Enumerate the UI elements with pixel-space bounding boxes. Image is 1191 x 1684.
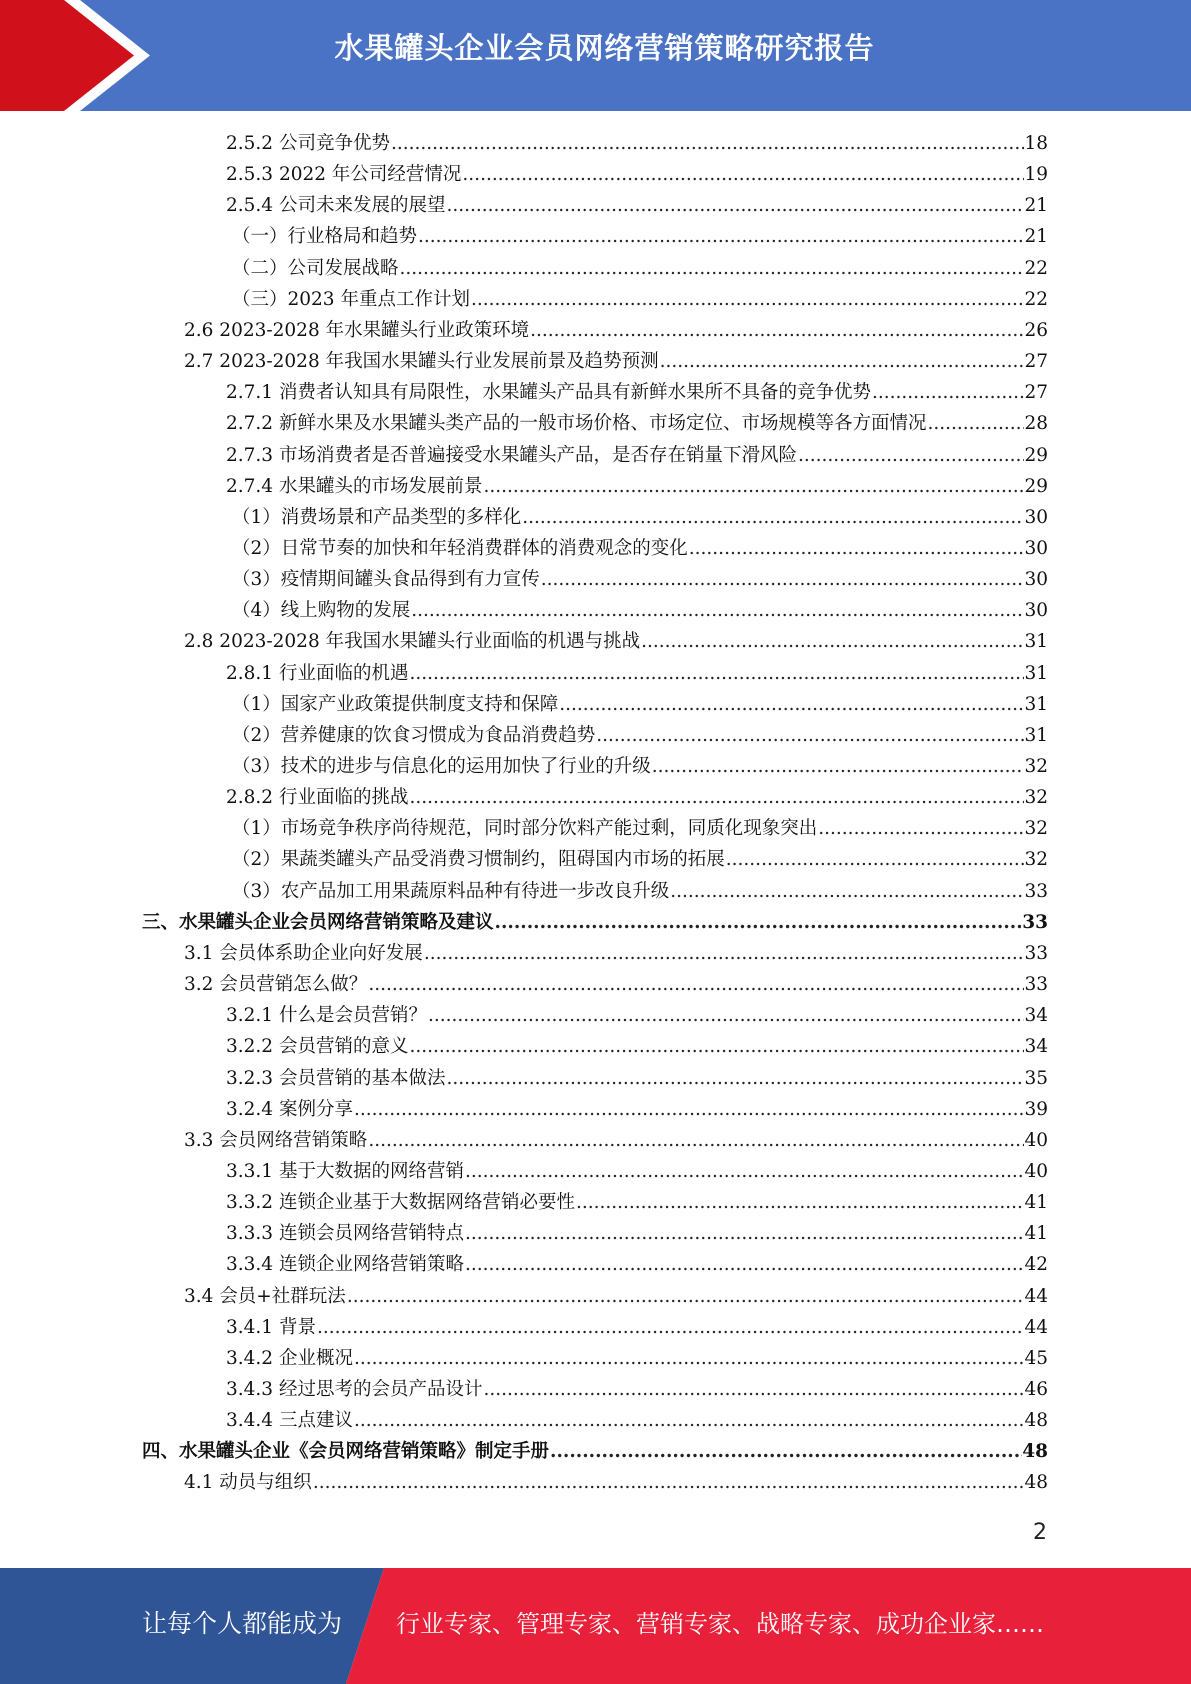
toc-entry-page: 46 [1024, 1379, 1048, 1400]
toc-entry-page: 41 [1024, 1223, 1048, 1245]
toc-entry-page: 21 [1024, 226, 1048, 248]
toc-entry[interactable] [226, 190, 1048, 221]
toc-dot-leader [353, 1343, 1025, 1374]
toc-dot-leader [659, 346, 1025, 377]
toc-entry-title: 3.2.4 案例分享 [226, 1098, 353, 1120]
toc-entry[interactable] [226, 377, 1048, 408]
toc-entry-title: （3）技术的进步与信息化的运用加快了行业的升级 [232, 756, 651, 777]
toc-entry-page: 32 [1024, 818, 1048, 840]
toc-entry-page: 44 [1024, 1316, 1048, 1338]
toc-entry-title: 2.6 2023-2028 年水果罐头行业政策环境 [184, 319, 530, 341]
toc-entry[interactable] [232, 221, 1048, 252]
toc-entry-page: 18 [1024, 133, 1048, 154]
toc-entry-page: 31 [1024, 693, 1048, 715]
toc-dot-leader [408, 782, 1024, 813]
toc-entry[interactable] [226, 1031, 1048, 1062]
toc-entry-page: 31 [1024, 724, 1048, 746]
toc-entry-title: 2.8 2023-2028 年我国水果罐头行业面临的机遇与挑战 [184, 631, 641, 653]
page-number: 2 [1033, 1520, 1047, 1545]
toc-dot-leader [595, 720, 1024, 751]
toc-entry[interactable] [226, 128, 1048, 159]
page-header [0, 0, 1191, 111]
toc-dot-leader [817, 813, 1024, 844]
toc-entry-title: 2.8.2 行业面临的挑战 [226, 787, 409, 809]
toc-entry-page: 33 [1024, 942, 1048, 964]
toc-entry[interactable] [184, 969, 1048, 1000]
toc-entry-title: 3.2 会员营销怎么做？ [184, 974, 368, 996]
toc-entry-title: 3.3.3 连锁会员网络营销特点 [226, 1223, 464, 1245]
toc-entry-title: （二）公司发展战略 [232, 257, 399, 279]
toc-entry-page: 21 [1024, 195, 1048, 217]
toc-entry-page: 26 [1024, 319, 1048, 341]
toc-entry-page: 41 [1024, 1192, 1048, 1214]
toc-entry-title: 3.2.1 什么是会员营销？ [226, 1005, 427, 1027]
toc-dot-leader [367, 1125, 1024, 1156]
toc-entry[interactable] [142, 907, 1048, 938]
toc-entry-page: 48 [1022, 1441, 1048, 1463]
toc-entry-page: 22 [1024, 288, 1048, 310]
toc-dot-leader [540, 564, 1025, 595]
toc-entry[interactable] [226, 471, 1048, 502]
toc-dot-leader [399, 253, 1025, 284]
toc-entry-title: 3.3 会员网络营销策略 [184, 1129, 368, 1151]
toc-entry-title: （1）市场竞争秩序尚待规范，同时部分饮料产能过剩，同质化现象突出 [232, 818, 818, 840]
toc-entry-page: 33 [1022, 911, 1048, 933]
toc-entry-title: （1）消费场景和产品类型的多样化 [232, 506, 522, 528]
toc-entry-page: 34 [1024, 1005, 1048, 1027]
toc-dot-leader [390, 128, 1024, 159]
toc-entry-page: 22 [1024, 257, 1048, 279]
toc-entry-page: 29 [1024, 444, 1048, 466]
toc-entry-title: 3.2.2 会员营销的意义 [226, 1036, 409, 1058]
toc-dot-leader [482, 1374, 1024, 1405]
page-footer [0, 1568, 1191, 1684]
toc-entry[interactable] [226, 1063, 1048, 1094]
toc-dot-leader [445, 190, 1024, 221]
toc-entry-page: 27 [1024, 382, 1048, 404]
toc-entry[interactable] [226, 159, 1048, 190]
toc-entry-title: 2.7.2 新鲜水果及水果罐头类产品的一般市场价格、市场定位、市场规模等各方面情况 [226, 413, 927, 435]
toc-entry-page: 30 [1024, 569, 1048, 591]
toc-dot-leader [669, 876, 1024, 907]
toc-entry-title: （1）国家产业政策提供制度支持和保障 [232, 693, 559, 715]
toc-entry-title: 3.3.4 连锁企业网络营销策略 [226, 1254, 464, 1276]
toc-dot-leader [464, 1156, 1024, 1187]
toc-entry-page: 31 [1024, 662, 1048, 684]
toc-entry-title: 2.7.4 水果罐头的市场发展前景 [226, 475, 483, 497]
toc-entry[interactable] [226, 1218, 1048, 1249]
toc-entry[interactable] [226, 1249, 1048, 1280]
toc-dot-leader [688, 533, 1025, 564]
toc-dot-leader [445, 1063, 1024, 1094]
toc-entry-title: 3.2.3 会员营销的基本做法 [226, 1067, 446, 1089]
toc-entry-title: 2.7.1 消费者认知具有局限性，水果罐头产品具有新鲜水果所不具备的竞争优势 [226, 382, 871, 404]
toc-entry-page: 45 [1024, 1347, 1048, 1369]
toc-entry[interactable] [232, 595, 1048, 626]
toc-entry-title: （3）疫情期间罐头食品得到有力宣传 [232, 569, 540, 591]
toc-entry[interactable] [232, 720, 1048, 751]
toc-entry-page: 28 [1024, 413, 1048, 435]
toc-entry-page: 44 [1024, 1285, 1048, 1307]
toc-entry-page: 33 [1024, 974, 1048, 996]
toc-dot-leader [464, 1249, 1024, 1280]
toc-entry[interactable] [226, 658, 1048, 689]
toc-dot-leader [353, 1094, 1025, 1125]
toc-entry[interactable] [184, 346, 1048, 377]
toc-entry-page: 39 [1024, 1098, 1048, 1120]
toc-entry-page: 19 [1024, 164, 1048, 186]
toc-entry[interactable] [232, 876, 1048, 907]
toc-dot-leader [470, 284, 1024, 315]
toc-entry[interactable] [232, 253, 1048, 284]
toc-entry-page: 30 [1024, 506, 1048, 528]
toc-dot-leader [417, 221, 1024, 252]
toc-dot-leader [529, 315, 1024, 346]
toc-entry[interactable] [226, 1094, 1048, 1125]
toc-dot-leader [651, 751, 1025, 782]
toc-entry[interactable] [184, 938, 1048, 969]
toc-dot-leader [346, 1281, 1025, 1312]
toc-entry[interactable] [232, 844, 1048, 875]
toc-entry-title: 2.5.4 公司未来发展的展望 [226, 195, 446, 217]
toc-entry-title: 3.4.4 三点建议 [226, 1410, 353, 1432]
toc-entry[interactable] [226, 1000, 1048, 1031]
toc-entry[interactable] [184, 1281, 1048, 1312]
toc-dot-leader [408, 1031, 1024, 1062]
footer-slogan-right: 行业专家、管理专家、营销专家、战略专家、成功企业家…… [396, 1610, 1044, 1638]
toc-entry-title: 2.5.2 公司竞争优势 [226, 133, 390, 154]
toc-entry-title: （2）果蔬类罐头产品受消费习惯制约，阻碍国内市场的拓展 [232, 849, 725, 871]
toc-dot-leader [549, 1436, 1022, 1467]
toc-entry-title: 2.7.3 市场消费者是否普遍接受水果罐头产品，是否存在销量下滑风险 [226, 444, 797, 466]
toc-entry-title: 3.4 会员+社群玩法 [184, 1285, 346, 1307]
report-title: 水果罐头企业会员网络营销策略研究报告 [334, 31, 875, 65]
toc-dot-leader [926, 408, 1024, 439]
toc-entry-page: 42 [1024, 1254, 1048, 1276]
toc-entry-title: 4.1 动员与组织 [184, 1472, 312, 1494]
toc-entry-page: 48 [1024, 1410, 1048, 1432]
toc-entry-title: 3.3.2 连锁企业基于大数据网络营销必要性 [226, 1192, 575, 1214]
toc-entry[interactable] [226, 1187, 1048, 1218]
toc-dot-leader [725, 844, 1025, 875]
toc-entry[interactable] [184, 1125, 1048, 1156]
toc-entry-page: 40 [1024, 1160, 1048, 1182]
toc-dot-leader [423, 938, 1025, 969]
toc-entry[interactable] [232, 689, 1048, 720]
toc-entry-title: （2）营养健康的饮食习惯成为食品消费趋势 [232, 724, 596, 746]
footer-slogan-left: 让每个人都能成为 [142, 1609, 343, 1638]
toc-dot-leader [464, 1218, 1024, 1249]
toc-dot-leader [494, 907, 1023, 938]
toc-entry[interactable] [232, 284, 1048, 315]
toc-entry-title: 3.4.3 经过思考的会员产品设计 [226, 1379, 483, 1400]
toc-entry-page: 32 [1024, 849, 1048, 871]
toc-dot-leader [797, 440, 1024, 471]
toc-entry-title: （三）2023 年重点工作计划 [232, 288, 470, 310]
toc-entry[interactable] [226, 782, 1048, 813]
toc-dot-leader [427, 1000, 1024, 1031]
toc-entry-page: 40 [1024, 1129, 1048, 1151]
toc-entry-title: （2）日常节奏的加快和年轻消费群体的消费观念的变化 [232, 537, 688, 559]
toc-dot-leader [640, 626, 1024, 657]
toc-entry-title: （一）行业格局和趋势 [232, 226, 418, 248]
toc-entry[interactable] [226, 1343, 1048, 1374]
toc-entry-title: 四、水果罐头企业《会员网络营销策略》制定手册 [142, 1441, 550, 1463]
toc-entry[interactable] [226, 1156, 1048, 1187]
toc-entry-page: 30 [1024, 600, 1048, 622]
toc-entry[interactable] [142, 1436, 1048, 1467]
toc-entry-title: 3.4.2 企业概况 [226, 1347, 353, 1369]
toc-entry[interactable] [226, 1312, 1048, 1343]
toc-entry[interactable] [232, 751, 1048, 782]
toc-dot-leader [521, 502, 1024, 533]
toc-entry[interactable] [232, 564, 1048, 595]
toc-dot-leader [353, 1405, 1025, 1436]
toc-entry-title: 2.5.3 2022 年公司经营情况 [226, 164, 462, 186]
toc-entry-title: （3）农产品加工用果蔬原料品种有待进一步改良升级 [232, 880, 670, 902]
toc-entry-page: 34 [1024, 1036, 1048, 1058]
toc-entry[interactable] [184, 315, 1048, 346]
toc-entry[interactable] [226, 1405, 1048, 1436]
toc-dot-leader [410, 595, 1024, 626]
toc-entry-page: 30 [1024, 537, 1048, 559]
toc-dot-leader [408, 658, 1024, 689]
toc-entry[interactable] [184, 626, 1048, 657]
toc-entry-title: 2.8.1 行业面临的机遇 [226, 662, 409, 684]
toc-entry-page: 33 [1024, 880, 1048, 902]
toc-entry[interactable] [232, 502, 1048, 533]
toc-entry-page: 35 [1024, 1067, 1048, 1089]
toc-entry-title: 2.7 2023-2028 年我国水果罐头行业发展前景及趋势预测 [184, 351, 659, 373]
toc-dot-leader [461, 159, 1024, 190]
toc-entry-title: （4）线上购物的发展 [232, 600, 411, 622]
toc-entry-title: 三、水果罐头企业会员网络营销策略及建议 [142, 911, 494, 933]
toc-entry[interactable] [232, 813, 1048, 844]
toc-dot-leader [312, 1467, 1025, 1498]
toc-entry-title: 3.1 会员体系助企业向好发展 [184, 942, 423, 964]
toc-entry-page: 27 [1024, 351, 1048, 373]
toc-dot-leader [482, 471, 1024, 502]
toc-dot-leader [367, 969, 1024, 1000]
toc-entry-title: 3.3.1 基于大数据的网络营销 [226, 1160, 464, 1182]
toc-entry[interactable] [232, 533, 1048, 564]
toc-entry-title: 3.4.1 背景 [226, 1316, 316, 1338]
toc-entry-page: 48 [1024, 1472, 1048, 1494]
toc-dot-leader [575, 1187, 1024, 1218]
toc-entry-page: 32 [1024, 787, 1048, 809]
toc-dot-leader [558, 689, 1024, 720]
toc-entry-page: 32 [1024, 756, 1048, 777]
toc-entry[interactable] [226, 440, 1048, 471]
toc-entry-page: 29 [1024, 475, 1048, 497]
toc-entry[interactable] [226, 1374, 1048, 1405]
toc-dot-leader [316, 1312, 1025, 1343]
toc-dot-leader [871, 377, 1024, 408]
toc-entry-page: 31 [1024, 631, 1048, 653]
toc-entry[interactable] [226, 408, 1048, 439]
toc-entry[interactable] [184, 1467, 1048, 1498]
